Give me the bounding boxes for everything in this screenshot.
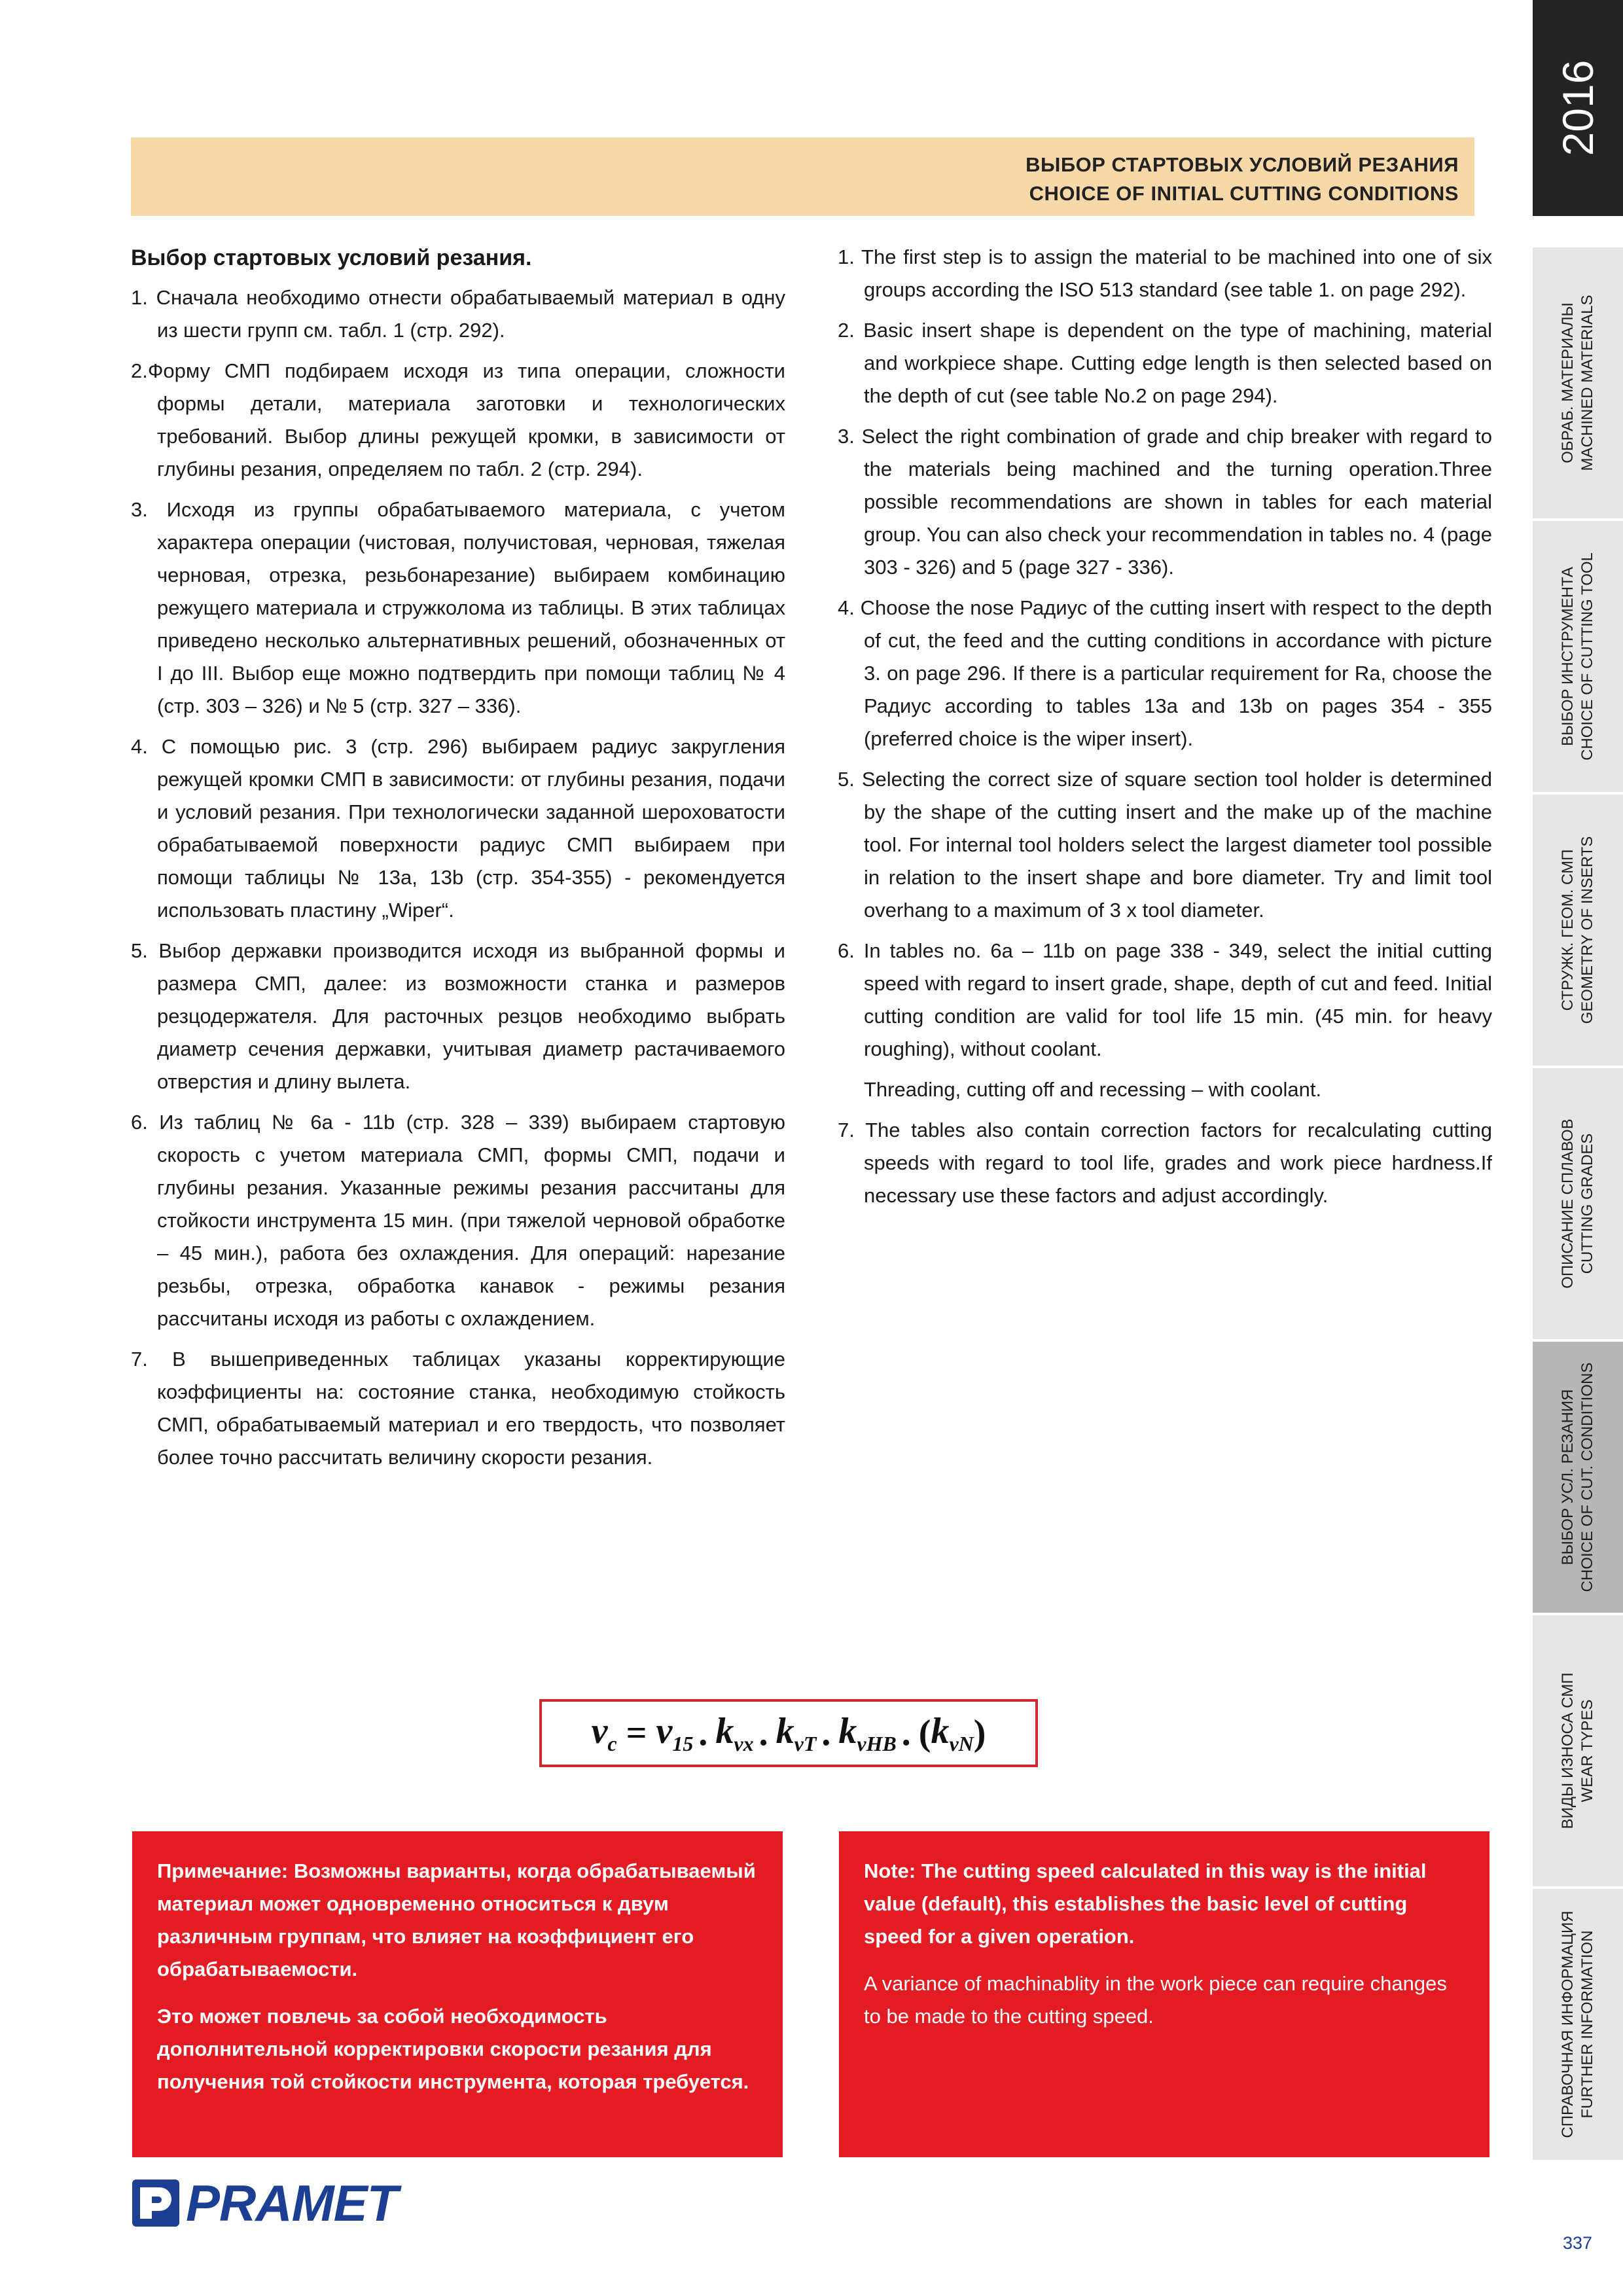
cutting-speed-formula: $v_c$ = $v_{15}$ . $k_{vx}$ . $k_{vT}$ . $k_{vHB}$ . ( $k_{vN}$ ) — [539, 1699, 1038, 1767]
formula-term: $v_c$ — [591, 1710, 617, 1756]
formula-term: $k_{vT}$ — [776, 1710, 817, 1756]
list-item: 1. Сначала необходимо отнести обрабатываемый материал в одну из шести групп см. табл. 1 (стр. 292). — [131, 286, 785, 342]
tab-label: СТРУЖК. ГЕОМ. СМП GEOMETRY OF INSERTS — [1559, 836, 1596, 1024]
list-item: 1. The first step is to assign the material to be machined into one of six groups according the ISO 513 standard (see table 1. on page 292). — [838, 245, 1492, 301]
list-item: 4. С помощью рис. 3 (стр. 296) выбираем радиус закругления режущей кромки СМП в зависимости: от глубины резания, подачи и условий резания. При технологически заданной шероховатости обрабатываемой поверхности радиус СМП выбираем при помощи таблицы № 13a, 13b (стр. 354-355) - рекомендуется использовать пластину „Wiper“. — [131, 735, 785, 922]
list-item: 3. Исходя из группы обрабатываемого материала, с учетом характера операции (чистовая, получистовая, черновая, тяжелая черновая, отрезка, резьбонарезание) выбираем комбинацию режущего материала и стружколома из таблицы. В этих таблицах приведено несколько альтернативных решений, обозначенных от I до III. Выбор еще можно подтвердить при помощи таблиц № 4 (стр. 303 – 326) и № 5 (стр. 327 – 336). — [131, 498, 785, 717]
pramet-logo — [132, 2174, 398, 2232]
section-title-en: CHOICE OF INITIAL CUTTING CONDITIONS — [1029, 182, 1459, 205]
formula-term: $k_{vx}$ — [715, 1710, 754, 1756]
note-paragraph: Это может повлечь за собой необходимость дополнительной корректировки скорости резания для получения той стойкости инструмента, которая требуется. — [157, 2005, 749, 2093]
section-title-ru: ВЫБОР СТАРТОВЫХ УСЛОВИЙ РЕЗАНИЯ — [1026, 153, 1459, 176]
english-text-column — [838, 241, 1492, 1220]
list-item: 7. The tables also contain correction factors for recalculating cutting speeds with regard to tool life, grades and work piece hardness.If necessary use these factors and adjust accordingly. — [838, 1119, 1492, 1207]
note-paragraph: Примечание: Возможны варианты, когда обрабатываемый материал может одновременно относиться к двум различным группам, что влияет на коэффициент его обрабатываемости. — [157, 1859, 756, 1981]
note-box-english — [839, 1831, 1489, 2157]
list-item: 5. Выбор державки производится исходя из выбранной формы и размера СМП, далее: из возможности станка и размеров резцодержателя. Для расточных резцов необходимо выбрать диаметр сечения державки, учитывая диаметр растачиваемого отверстия и длину вылета. — [131, 939, 785, 1093]
list-item: 7. В вышеприведенных таблицах указаны корректирующие коэффициенты на: состояние станка, необходимую стойкость СМП, обрабатываемый материал и его твердость, что позволяет более точно рассчитать величину скорости резания. — [131, 1348, 785, 1469]
year-tab — [1533, 0, 1623, 216]
russian-text-column — [131, 241, 785, 1482]
tab-geometry-of-inserts[interactable] — [1533, 795, 1623, 1068]
tab-wear-types[interactable] — [1533, 1615, 1623, 1889]
list-item: 6. In tables no. 6a – 11b on page 338 - 349, select the initial cutting speed with regard to insert grade, shape, depth of cut and feed. Initial cutting condition are valid for tool life 15 min. (45 min. for heavy roughing), without coolant. — [838, 939, 1492, 1060]
list-item: 5. Selecting the correct size of square section tool holder is determined by the shape of the cutting insert and the make up of the machine tool. For internal tool holders select the largest diameter tool possible in relation to the insert shape and bore diameter. Try and limit tool overhang to a maximum of 3 x tool diameter. — [838, 768, 1492, 922]
tab-label: СПРАВОЧНАЯ ИНФОРМАЦИЯ FURTHER INFORMATION — [1559, 1910, 1596, 2138]
pramet-logo-icon — [132, 2179, 179, 2227]
tab-label: ОПИСАНИЕ СПЛАВОВ CUTTING GRADES — [1559, 1119, 1596, 1289]
formula-term: $v_{15}$ — [656, 1710, 694, 1756]
year-label: 2016 — [1554, 60, 1602, 156]
logo-wordmark: PRAMET — [186, 2174, 398, 2232]
list-item: 6. Из таблиц № 6a - 11b (стр. 328 – 339) выбираем стартовую скорость с учетом материала СМП, формы СМП, подачи и глубины резания. Указанные режимы резания рассчитаны для стойкости инструмента 15 мин. (при тяжелой черновой обработке – 45 мин.), работа без охлаждения. Для операций: нарезание резьбы, отрезка, обработка канавок - режимы резания рассчитаны исходя из работы с охлаждением. — [131, 1111, 785, 1330]
list-item: 2. Basic insert shape is dependent on the type of machining, material and workpiece shape. Cutting edge length is then selected based on the depth of cut (see table No.2 on page 294). — [838, 319, 1492, 407]
tab-choice-of-cutting-tool[interactable] — [1533, 521, 1623, 795]
chapter-tabs-sidebar — [1533, 0, 1623, 2296]
tab-further-information[interactable] — [1533, 1889, 1623, 2162]
note-paragraph: A variance of machinablity in the work piece can require changes to be made to the cutting speed. — [864, 1972, 1447, 2028]
tab-machined-materials[interactable] — [1533, 247, 1623, 521]
section-header-band — [131, 137, 1474, 216]
list-item: 3. Select the right combination of grade and chip breaker with regard to the materials being machined and the turning operation.Three possible recommendations are shown in tables for each material group. You can also check your recommendation in tables no. 4 (page 303 - 326) and 5 (page 327 - 336). — [838, 425, 1492, 579]
tab-label: ВЫБОР ИНСТРУМЕНТА CHOICE OF CUTTING TOOL — [1559, 552, 1596, 761]
threading-note: Threading, cutting off and recessing – with coolant. — [864, 1078, 1322, 1101]
formula-term: $k_{vHB}$ — [838, 1710, 897, 1756]
tab-label: ВИДЫ ИЗНОСА СМП WEAR TYPES — [1559, 1672, 1596, 1829]
tab-label: ОБРАБ. МАТЕРИАЛЫ MACHINED MATERIALS — [1559, 295, 1596, 471]
tab-choice-of-cut-conditions[interactable] — [1533, 1342, 1623, 1615]
note-paragraph: Note: The cutting speed calculated in this way is the initial value (default), this establishes the basic level of cutting speed for a given operation. — [864, 1859, 1427, 1948]
list-item: 2.Форму СМП подбираем исходя из типа операции, сложности формы детали, материала заготовки и технологических требований. Выбор длины режущей кромки, в зависимости от глубины резания, определяем по табл. 2 (стр. 294). — [131, 359, 785, 480]
russian-column-title: Выбор стартовых условий резания. — [131, 245, 532, 270]
tab-label: ВЫБОР УСЛ. РЕЗАНИЯ CHOICE OF CUT. CONDITIONS — [1559, 1362, 1596, 1592]
note-box-russian — [132, 1831, 783, 2157]
formula-term: $k_{vN}$ — [931, 1710, 974, 1756]
list-item: 4. Choose the nose Радиус of the cutting insert with respect to the depth of cut, the feed and the cutting conditions in accordance with picture 3. on page 296. If there is a particular requirement for Ra, choose the Радиус according to tables 13a and 13b on pages 354 - 355 (preferred choice is the wiper insert). — [838, 596, 1492, 750]
page-number: 337 — [1563, 2233, 1593, 2253]
tab-cutting-grades[interactable] — [1533, 1068, 1623, 1342]
